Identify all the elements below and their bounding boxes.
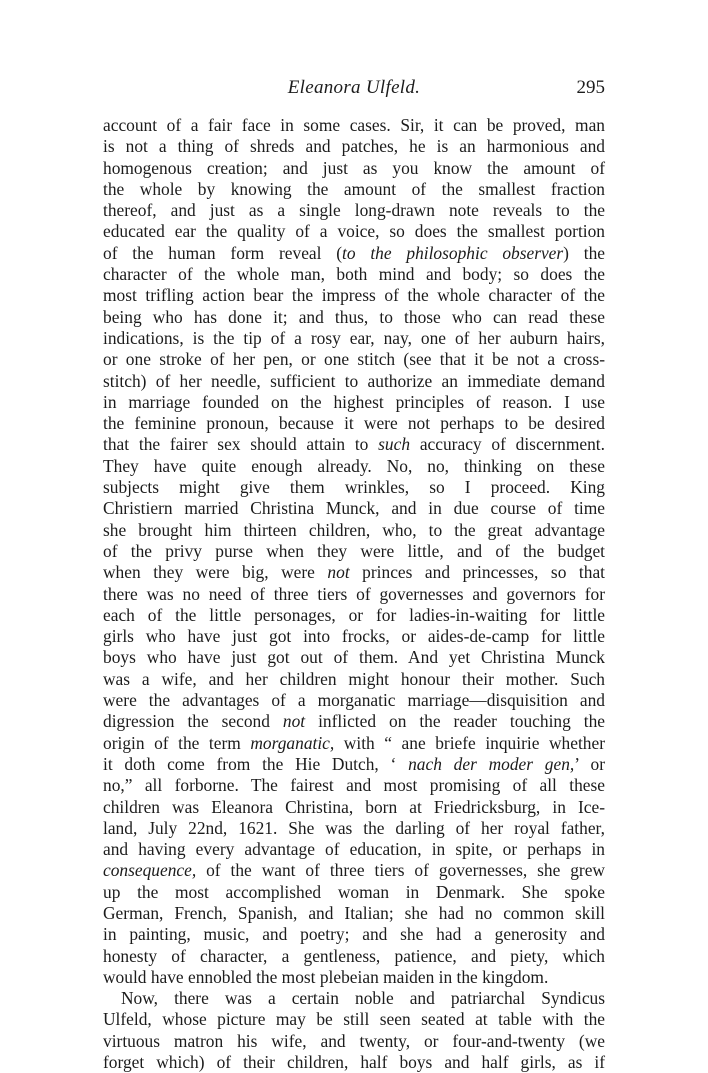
- text-segment: subjects might give them wrinkles, so I proceed. King: [103, 477, 605, 498]
- text-segment: educated ear the quality of a voice, so does the smallest portion: [103, 221, 605, 242]
- text-line: [103, 584, 605, 605]
- text-line: [103, 733, 605, 754]
- text-segment: of the privy purse when they were little, and of the budget: [103, 540, 605, 561]
- text-line: [103, 221, 605, 242]
- text-segment: forget which) of their children, half boys and half girls, as if: [103, 1052, 605, 1073]
- text-line: [103, 839, 605, 860]
- text-segment: ’ or: [574, 753, 605, 774]
- text-segment: land, July 22nd, 1621. She was the darling of her royal father,: [103, 817, 605, 838]
- italic-text-segment: not: [282, 711, 306, 732]
- text-segment: that the fairer sex should attain to: [103, 434, 379, 455]
- text-line: [103, 797, 605, 818]
- text-segment: the feminine pronoun, because it were not perhaps to be desired: [103, 413, 605, 434]
- text-line: [103, 690, 605, 711]
- text-segment: indications, is the tip of a rosy ear, nay, one of her auburn hairs,: [103, 327, 605, 348]
- text-segment: there was no need of three tiers of governesses and governors for: [103, 583, 605, 604]
- text-line: [103, 115, 605, 136]
- text-segment: girls who have just got into frocks, or aides-de-camp for little: [103, 626, 605, 647]
- text-line: [103, 562, 605, 583]
- italic-text-segment: not: [327, 562, 350, 583]
- text-line: [103, 711, 605, 732]
- text-line: [103, 818, 605, 839]
- text-segment: children was Eleanora Christina, born at Friedricksburg, in Ice-: [103, 796, 605, 817]
- text-segment: when they were big, were: [103, 562, 328, 583]
- text-segment: would have ennobled the most plebeian maiden in the kingdom.: [103, 966, 549, 987]
- text-line: [103, 285, 605, 306]
- text-line: [103, 200, 605, 221]
- text-segment: accuracy of discernment.: [410, 434, 605, 455]
- text-line: [103, 264, 605, 285]
- italic-text-segment: nach der moder gen,: [408, 753, 575, 774]
- text-line: [103, 371, 605, 392]
- text-segment: being who has done it; and thus, to those who can read these: [103, 306, 605, 327]
- italic-text-segment: consequence,: [103, 860, 197, 881]
- text-segment: it doth come from the Hie Dutch, ‘: [103, 753, 409, 774]
- italic-text-segment: morganatic,: [250, 732, 335, 753]
- text-line: [103, 775, 605, 796]
- text-segment: was a wife, and her children might honour their mother. Such: [103, 668, 605, 689]
- text-line: [103, 860, 605, 881]
- text-segment: in marriage founded on the highest principles of reason. I use: [103, 391, 605, 412]
- text-segment: the whole by knowing the amount of the smallest fraction: [103, 178, 605, 199]
- text-line: [103, 903, 605, 924]
- text-line: [103, 477, 605, 498]
- page-number: 295: [576, 77, 605, 98]
- text-line: [103, 413, 605, 434]
- text-line: [103, 626, 605, 647]
- text-segment: German, French, Spanish, and Italian; she had no common skill: [103, 902, 605, 923]
- text-segment: she brought him thirteen children, who, to the great advantage: [103, 519, 605, 540]
- text-segment: homogenous creation; and just as you know the amount of: [103, 157, 605, 178]
- text-line: [103, 967, 605, 988]
- text-segment: Ulfeld, whose picture may be still seen seated at table with the: [103, 1009, 605, 1030]
- text-line: [103, 946, 605, 967]
- text-segment: virtuous matron his wife, and twenty, or four-and-twenty (we: [103, 1030, 605, 1051]
- text-segment: They have quite enough already. No, no, thinking on these: [103, 455, 605, 476]
- text-segment: most trifling action bear the impress of the whole character of the: [103, 285, 605, 306]
- running-title: Eleanora Ulfeld.: [287, 77, 421, 98]
- text-line: [103, 988, 605, 1009]
- text-line: [103, 1052, 605, 1073]
- text-line: [103, 179, 605, 200]
- text-line: [103, 328, 605, 349]
- text-segment: or one stroke of her pen, or one stitch (see that it be not a cross-: [103, 349, 605, 370]
- text-segment: in painting, music, and poetry; and she had a generosity and: [103, 924, 605, 945]
- text-segment: and having every advantage of education, in spite, or perhaps in: [103, 839, 605, 860]
- text-line: [103, 307, 605, 328]
- text-line: [103, 754, 605, 775]
- text-segment: inflicted on the reader touching the: [305, 711, 605, 732]
- text-line: [103, 541, 605, 562]
- text-line: [103, 243, 605, 264]
- text-segment: were the advantages of a morganatic marriage—disquisition and: [103, 690, 605, 711]
- text-segment: princes and princesses, so that: [349, 562, 605, 583]
- italic-text-segment: to the philosophic observer: [342, 242, 564, 263]
- text-segment: is not a thing of shreds and patches, he is an harmonious and: [103, 136, 605, 157]
- text-line: [103, 924, 605, 945]
- text-segment: Christiern married Christina Munck, and in due course of time: [103, 498, 605, 519]
- text-segment: ) the: [563, 242, 605, 263]
- text-segment: of the want of three tiers of governesses, she grew: [196, 860, 605, 881]
- text-segment: Now, there was a certain noble and patriarchal Syndicus: [121, 988, 605, 1009]
- text-segment: of the human form reveal (: [103, 242, 343, 263]
- text-line: [103, 136, 605, 157]
- text-segment: honesty of character, a gentleness, patience, and piety, which: [103, 945, 605, 966]
- text-segment: thereof, and just as a single long-drawn note reveals to the: [103, 200, 605, 221]
- text-segment: character of the whole man, both mind and body; so does the: [103, 264, 605, 285]
- body-text: [103, 115, 605, 1073]
- text-segment: each of the little personages, or for ladies-in-waiting for little: [103, 604, 605, 625]
- text-line: [103, 434, 605, 455]
- text-line: [103, 669, 605, 690]
- text-line: [103, 392, 605, 413]
- text-line: [103, 498, 605, 519]
- text-segment: with “ ane briefe inquirie whether: [334, 732, 605, 753]
- text-segment: boys who have just got out of them. And yet Christina Munck: [103, 647, 605, 668]
- page-header: [103, 76, 605, 102]
- text-line: [103, 349, 605, 370]
- text-line: [103, 605, 605, 626]
- text-line: [103, 520, 605, 541]
- italic-text-segment: such: [378, 434, 411, 455]
- text-line: [103, 456, 605, 477]
- text-segment: account of a fair face in some cases. Sir, it can be proved, man: [103, 115, 605, 135]
- text-segment: origin of the term: [103, 732, 251, 753]
- text-segment: no,” all forborne. The fairest and most promising of all these: [103, 775, 605, 796]
- text-segment: stitch) of her needle, sufficient to authorize an immediate demand: [103, 370, 605, 391]
- text-line: [103, 1009, 605, 1030]
- text-line: [103, 647, 605, 668]
- text-segment: digression the second: [103, 711, 283, 732]
- text-segment: up the most accomplished woman in Denmark. She spoke: [103, 881, 605, 902]
- text-line: [103, 158, 605, 179]
- text-line: [103, 882, 605, 903]
